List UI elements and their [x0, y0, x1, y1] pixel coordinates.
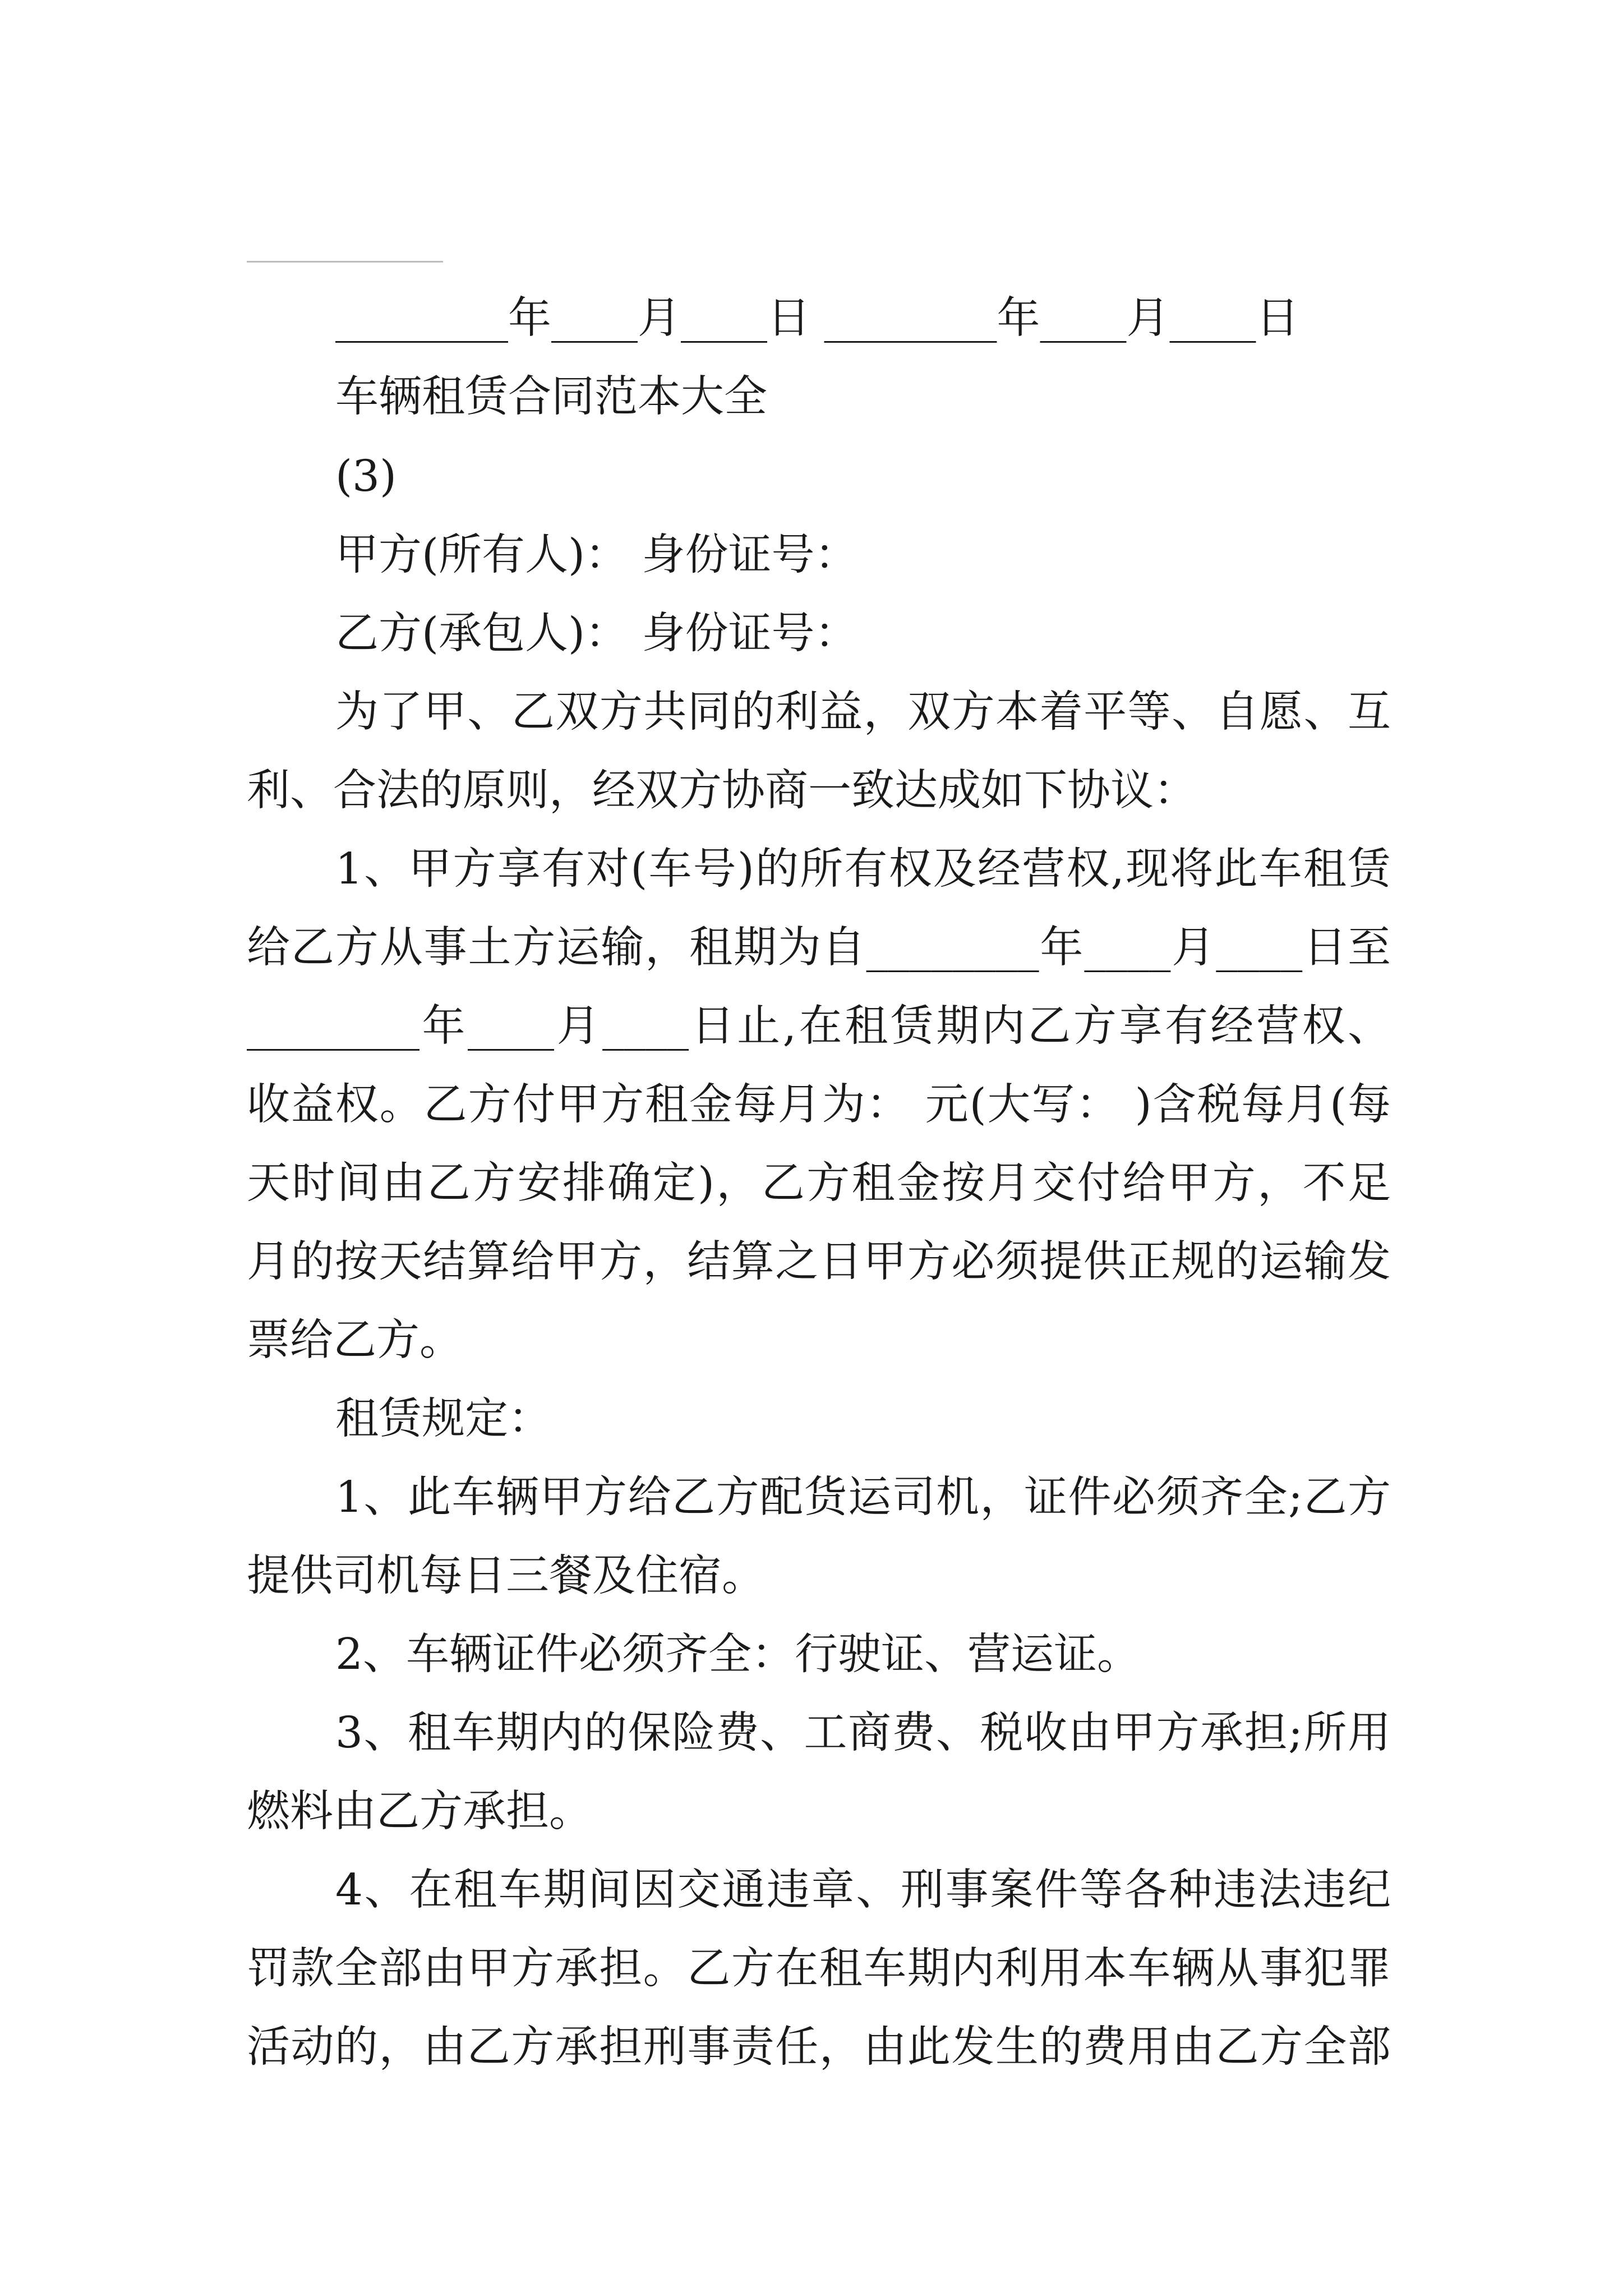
clause-1-line-6: 月的按天结算给甲方，结算之日甲方必须提供正规的运输发 — [247, 1237, 1391, 1287]
rules-heading: 租赁规定： — [335, 1394, 551, 1444]
clause-1-line-1: 1、甲方享有对(车号)的所有权及经营权,现将此车租赁 — [335, 844, 1391, 894]
contract-title: 车辆租赁合同范本大全 — [335, 372, 767, 422]
top-rule — [247, 261, 443, 263]
rule-4-line-1: 4、在租车期间因交通违章、刑事案件等各种违法违纪 — [335, 1865, 1391, 1915]
date-line: ________年____月____日 ________年____月____日 — [335, 293, 1299, 343]
rule-4-line-3: 活动的，由乙方承担刑事责任，由此发生的费用由乙方全部 — [247, 2022, 1391, 2072]
section-number: (3) — [335, 452, 397, 501]
clause-1-line-7: 票给乙方。 — [247, 1315, 463, 1365]
rule-3-line-1: 3、租车期内的保险费、工商费、税收由甲方承担;所用 — [335, 1708, 1391, 1758]
rule-1-line-2: 提供司机每日三餐及住宿。 — [247, 1551, 765, 1601]
clause-1-line-5: 天时间由乙方安排确定)，乙方租金按月交付给甲方，不足 — [247, 1158, 1391, 1208]
preamble-line-2: 利、合法的原则，经双方协商一致达成如下协议： — [247, 766, 1197, 816]
rule-1-line-1: 1、此车辆甲方给乙方配货运司机，证件必须齐全;乙方 — [335, 1473, 1391, 1522]
clause-1-line-4: 收益权。乙方付甲方租金每月为： 元(大写： )含税每月(每 — [247, 1080, 1391, 1130]
party-a-line: 甲方(所有人)： 身份证号： — [335, 530, 858, 580]
party-b-line: 乙方(承包人)： 身份证号： — [335, 609, 858, 659]
rule-2-line-1: 2、车辆证件必须齐全：行驶证、营运证。 — [335, 1630, 1140, 1680]
clause-1-line-2: 给乙方从事土方运输，租期为自________年____月____日至 — [247, 923, 1391, 973]
clause-1-line-3: ________年____月____日止,在租赁期内乙方享有经营权、 — [247, 1001, 1391, 1051]
rule-3-line-2: 燃料由乙方承担。 — [247, 1787, 592, 1837]
preamble-line-1: 为了甲、乙双方共同的利益，双方本着平等、自愿、互 — [335, 687, 1391, 737]
rule-4-line-2: 罚款全部由甲方承担。乙方在租车期内利用本车辆从事犯罪 — [247, 1944, 1391, 1994]
